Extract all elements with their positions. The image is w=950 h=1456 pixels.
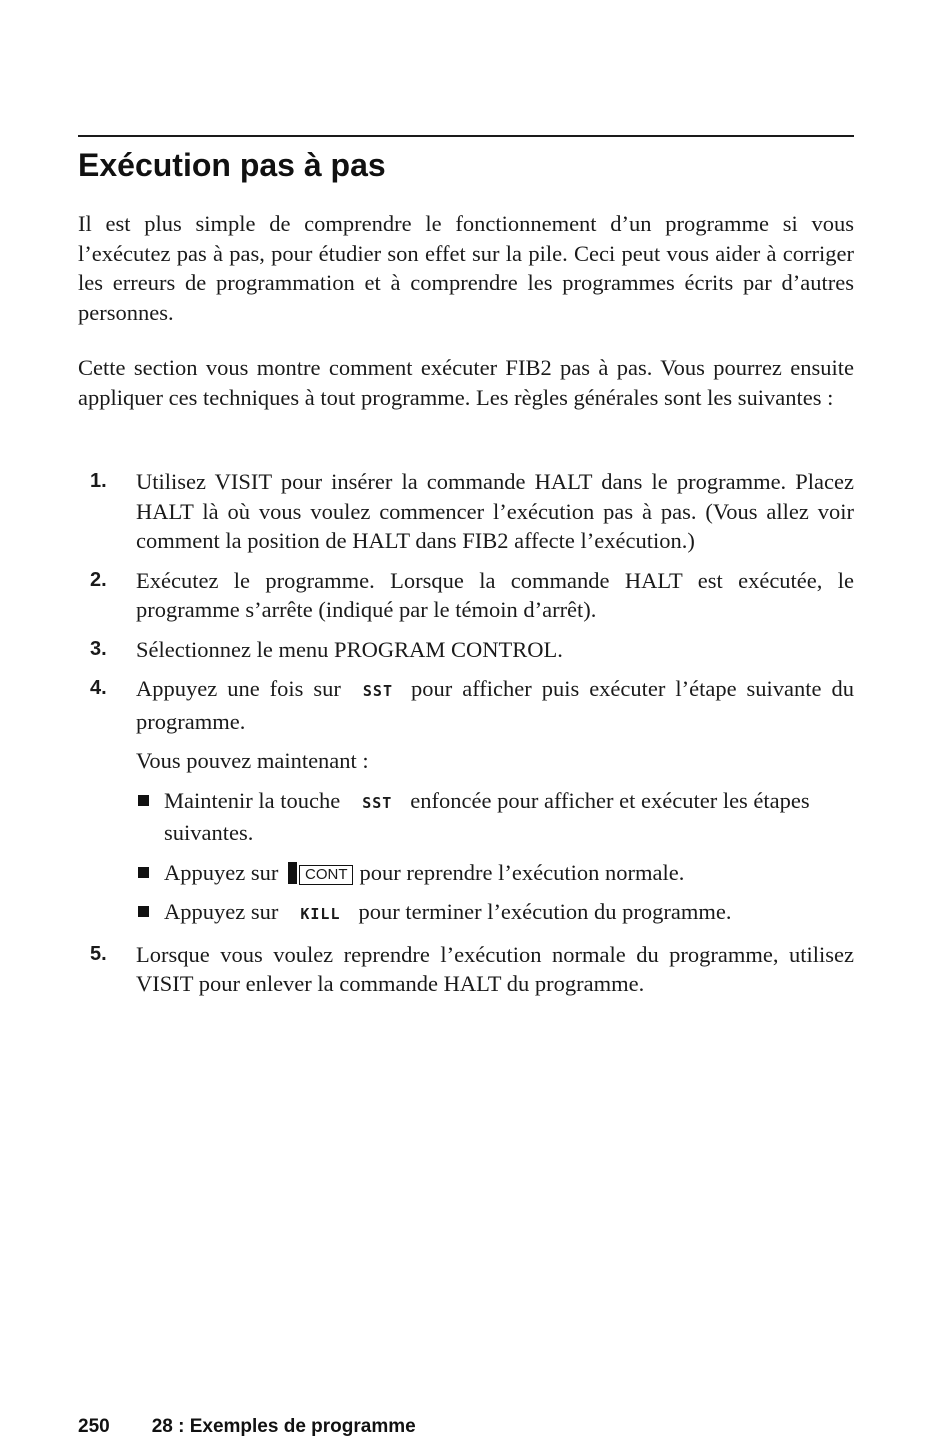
step-item	[78, 674, 854, 930]
step-number: 5.	[90, 942, 107, 965]
bullet-text-after: pour terminer l’exécution du programme.	[358, 899, 732, 924]
bullet-item	[136, 786, 854, 848]
step-text: Lorsque vous voulez reprendre l’exécution normale du programme, utilisez VISIT pour enlever la commande HALT du programme.	[136, 941, 854, 996]
bullet-item	[136, 858, 854, 888]
section-rule	[78, 135, 854, 137]
step-number: 4.	[90, 677, 107, 699]
shift-key-icon	[288, 862, 297, 884]
intro-paragraph-1: Il est plus simple de comprendre le fonctionnement d’un programme si vous l’exécutez pas à pas, pour étudier son effet sur la pile. Ceci peut vous aider à corriger les erreurs de programmation et à comprendre les programmes écrits par d’autres personnes.	[78, 211, 854, 325]
step-item	[78, 940, 854, 999]
bullet-list	[136, 786, 854, 930]
bullet-text-before: Maintenir la touche	[164, 787, 341, 813]
bullet-text-after: enfoncée pour afficher et exécuter les étapes suivantes.	[164, 787, 810, 845]
bullet-text-before: Appuyez sur	[164, 899, 279, 924]
cont-key-label: CONT	[299, 865, 354, 885]
page-number: 250	[78, 1416, 110, 1437]
step-number: 1.	[90, 470, 107, 492]
step-followup: Vous pouvez maintenant :	[136, 748, 369, 773]
step-item	[78, 566, 854, 625]
kill-softkey-label: KILL	[300, 905, 341, 923]
step-text-after: pour afficher puis exécuter l’étape suivante du programme.	[136, 676, 854, 734]
intro-paragraph-2: Cette section vous montre comment exécuter FIB2 pas à pas. Vous pourrez ensuite appliquer ces techniques à tout programme. Les règles générales sont les suivantes :	[78, 355, 854, 410]
step-number: 2.	[90, 568, 107, 591]
sst-softkey-label: SST	[362, 793, 393, 812]
bullet-square-icon	[138, 795, 149, 806]
section-title: Exécution pas à pas	[78, 147, 386, 183]
bullet-text-before: Appuyez sur	[164, 859, 279, 885]
step-text: Sélectionnez le menu PROGRAM CONTROL.	[136, 636, 563, 662]
step-text: Utilisez VISIT pour insérer la commande HALT dans le programme. Placez HALT là où vous voulez commencer l’exécution pas à pas. (Vous allez voir comment la position de HALT dans FIB2 affecte l’exécution.)	[136, 469, 854, 553]
page-footer	[78, 1413, 416, 1441]
bullet-text-after: pour reprendre l’exécution normale.	[359, 859, 685, 885]
step-number: 3.	[90, 637, 107, 660]
step-item	[78, 467, 854, 556]
chapter-title: 28 : Exemples de programme	[151, 1416, 416, 1437]
step-text-before: Appuyez une fois sur	[136, 676, 341, 701]
bullet-square-icon	[138, 906, 149, 917]
step-text: Exécutez le programme. Lorsque la commande HALT est exécutée, le programme s’arrête (indiqué par le témoin d’arrêt).	[136, 567, 854, 622]
bullet-square-icon	[138, 867, 149, 878]
bullet-item	[136, 897, 854, 930]
steps-list	[78, 467, 854, 1009]
step-item	[78, 635, 854, 665]
step-text	[136, 674, 854, 736]
sst-softkey-label: SST	[362, 682, 393, 700]
